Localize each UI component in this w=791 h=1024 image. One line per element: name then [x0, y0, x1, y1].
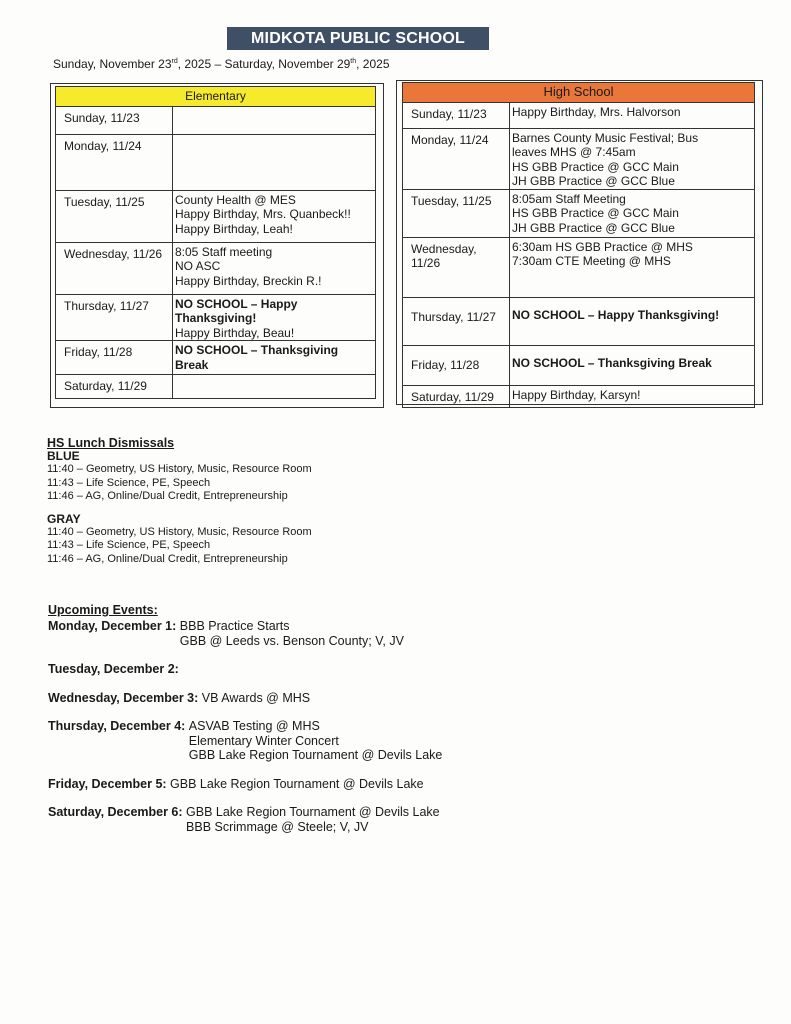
hs-day-cell: Saturday, 11/29: [403, 385, 510, 407]
lunch-dismissals-section: [47, 437, 312, 566]
elem-event-cell: [173, 242, 376, 294]
hs-day-cell: Friday, 11/28: [403, 345, 510, 385]
hs-row: [403, 128, 755, 189]
elem-day-cell: Sunday, 11/23: [56, 106, 173, 134]
elem-row: [56, 106, 376, 134]
event-details: [202, 691, 310, 706]
elementary-schedule-panel: [50, 83, 384, 408]
elem-note: Happy Birthday, Leah!: [175, 221, 293, 236]
date-year: , 2025: [356, 57, 390, 71]
elem-bold-note: Thanksgiving!: [175, 311, 257, 325]
event-entry: [48, 691, 442, 706]
elem-note: NO ASC: [175, 259, 221, 273]
event-date-label: Tuesday, December 2:: [48, 662, 183, 676]
elem-row: [56, 375, 376, 399]
hs-note: 6:30am HS GBB Practice @ MHS: [512, 239, 693, 254]
hs-event-cell: [510, 385, 755, 407]
upcoming-events-section: [48, 603, 442, 848]
elem-event-cell: [173, 294, 376, 341]
high-school-heading: High School: [403, 83, 755, 103]
elem-note: Happy Birthday, Mrs. Quanbeck!!: [175, 207, 351, 221]
high-school-schedule-table: [402, 82, 755, 408]
elem-note: Happy Birthday, Beau!: [175, 325, 295, 340]
elem-note: Happy Birthday, Breckin R.!: [175, 273, 322, 288]
hs-day-cell: Monday, 11/24: [403, 128, 510, 189]
elem-bold-note: NO SCHOOL – Happy: [175, 296, 298, 311]
elementary-heading: Elementary: [56, 87, 376, 107]
event-line: VB Awards @ MHS: [201, 690, 311, 705]
elem-note: 8:05 Staff meeting: [175, 244, 273, 259]
event-line: Elementary Winter Concert: [188, 733, 339, 748]
elem-event-cell: [173, 134, 376, 190]
hs-note: Barnes County Music Festival; Bus: [512, 130, 699, 145]
hs-event-cell: [510, 189, 755, 237]
upcoming-events-title: Upcoming Events:: [48, 603, 158, 617]
elem-row: [56, 242, 376, 294]
elem-day-cell: Tuesday, 11/25: [56, 190, 173, 242]
elem-day-cell: Saturday, 11/29: [56, 375, 173, 399]
event-date-label: Monday, December 1:: [48, 619, 180, 633]
elem-event-cell: [173, 190, 376, 242]
event-details: [170, 777, 424, 792]
lunch-group: [47, 450, 312, 503]
hs-note: Happy Birthday, Karsyn!: [512, 387, 641, 402]
date-end: , 2025 – Saturday, November 29: [177, 57, 351, 71]
elem-row: [56, 341, 376, 375]
date-end-suffix: th: [350, 58, 357, 65]
hs-note: JH GBB Practice @ GCC Blue: [512, 174, 675, 188]
event-line: GBB Lake Region Tournament @ Devils Lake: [188, 748, 443, 762]
hs-note: leaves MHS @ 7:45am: [512, 145, 636, 159]
lunch-group-name: GRAY: [47, 512, 81, 527]
elem-day-cell: Monday, 11/24: [56, 134, 173, 190]
event-entry: [48, 619, 442, 648]
hs-event-cell: [510, 128, 755, 189]
event-entry: [48, 777, 442, 792]
lunch-dismissal-item: 11:43 – Life Science, PE, Speech: [47, 476, 211, 489]
date-start: Sunday, November 23: [53, 57, 172, 71]
hs-bold-note: NO SCHOOL – Happy Thanksgiving!: [512, 307, 720, 322]
hs-row: [403, 345, 755, 385]
event-details: [186, 805, 440, 834]
event-entry: [48, 662, 442, 677]
lunch-dismissals-title: HS Lunch Dismissals: [47, 436, 175, 450]
lunch-dismissal-item: 11:40 – Geometry, US History, Music, Resource Room: [47, 526, 312, 539]
elem-event-cell: [173, 106, 376, 134]
lunch-dismissal-item: 11:43 – Life Science, PE, Speech: [47, 539, 211, 552]
elem-row: [56, 190, 376, 242]
hs-note: Happy Birthday, Mrs. Halvorson: [512, 104, 681, 119]
elem-row: [56, 134, 376, 190]
lunch-dismissal-item: 11:40 – Geometry, US History, Music, Resource Room: [47, 463, 312, 476]
event-line: GBB @ Leeds vs. Benson County; V, JV: [179, 633, 404, 648]
hs-event-cell: [510, 297, 755, 345]
elem-bold-note: Break: [175, 357, 209, 372]
event-entry: [48, 805, 442, 834]
event-line: GBB Lake Region Tournament @ Devils Lake: [186, 805, 440, 819]
event-date-label: Saturday, December 6:: [48, 805, 187, 819]
elem-day-cell: Friday, 11/28: [56, 341, 173, 375]
event-details: [180, 619, 404, 648]
elementary-schedule-table: [55, 86, 376, 399]
hs-day-cell: Tuesday, 11/25: [403, 189, 510, 237]
event-details: [189, 719, 443, 763]
hs-note: 7:30am CTE Meeting @ MHS: [512, 254, 671, 268]
event-date-label: Wednesday, December 3:: [48, 690, 202, 705]
hs-day-label: Wednesday,: [411, 241, 477, 256]
hs-row: [403, 237, 755, 297]
event-line: ASVAB Testing @ MHS: [188, 719, 320, 733]
hs-event-cell: [510, 237, 755, 297]
date-range: [53, 57, 390, 71]
lunch-dismissal-item: 11:46 – AG, Online/Dual Credit, Entrepreneurship: [47, 489, 288, 502]
hs-note: HS GBB Practice @ GCC Main: [512, 206, 679, 220]
date-start-suffix: rd: [171, 58, 178, 65]
event-line: BBB Practice Starts: [179, 619, 290, 633]
elem-event-cell: [173, 341, 376, 375]
hs-note: JH GBB Practice @ GCC Blue: [512, 220, 675, 235]
event-line: GBB Lake Region Tournament @ Devils Lake: [170, 776, 424, 791]
event-date-label: Thursday, December 4:: [48, 719, 189, 733]
hs-note: HS GBB Practice @ GCC Main: [512, 159, 679, 174]
hs-event-cell: [510, 102, 755, 128]
elem-row: [56, 294, 376, 341]
hs-event-cell: [510, 345, 755, 385]
lunch-group: [47, 513, 312, 566]
hs-day-cell: Thursday, 11/27: [403, 297, 510, 345]
elem-day-cell: Thursday, 11/27: [56, 294, 173, 341]
page-title: MIDKOTA PUBLIC SCHOOL: [227, 27, 489, 50]
elem-bold-note: NO SCHOOL – Thanksgiving: [175, 343, 339, 357]
lunch-group-name: BLUE: [47, 449, 80, 464]
elem-event-cell: [173, 375, 376, 399]
event-date-label: Friday, December 5:: [48, 776, 171, 791]
hs-row: [403, 385, 755, 407]
lunch-dismissal-item: 11:46 – AG, Online/Dual Credit, Entrepreneurship: [47, 552, 288, 565]
event-line: BBB Scrimmage @ Steele; V, JV: [186, 819, 369, 834]
high-school-schedule-panel: [396, 80, 763, 405]
hs-day-cell: Sunday, 11/23: [403, 102, 510, 128]
elem-note: County Health @ MES: [175, 192, 296, 207]
hs-bold-note: NO SCHOOL – Thanksgiving Break: [512, 355, 712, 370]
hs-row: [403, 297, 755, 345]
hs-row: [403, 189, 755, 237]
hs-note: 8:05am Staff Meeting: [512, 191, 626, 206]
hs-day-label: 11/26: [411, 256, 441, 270]
elem-day-cell: Wednesday, 11/26: [56, 242, 173, 294]
event-entry: [48, 719, 442, 763]
hs-row: [403, 102, 755, 128]
hs-day-cell: [403, 237, 510, 297]
